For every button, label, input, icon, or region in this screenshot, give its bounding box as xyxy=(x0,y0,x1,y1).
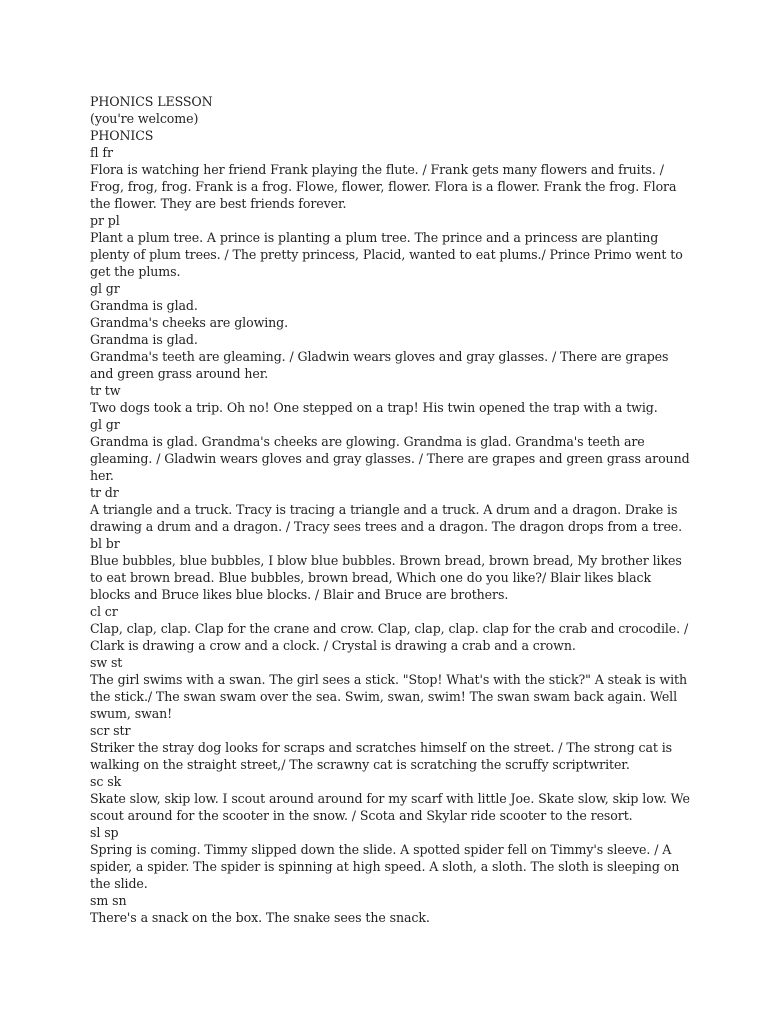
phonics-pair-heading: fl fr xyxy=(90,145,113,160)
phonics-passage: The girl swims with a swan. The girl sees a stick. "Stop! What's with the stick?" A steak is with the stick./ The swan swam over the sea. Swim, swan, swim! The swan swam back again. Well swum, swan! xyxy=(90,672,687,721)
phonics-passage: Two dogs took a trip. Oh no! One stepped on a trap! His twin opened the trap with a twig. xyxy=(90,400,658,415)
phonics-passage: Clap, clap, clap. Clap for the crane and crow. Clap, clap, clap. clap for the crab and crocodile. / Clark is drawing a crow and a clock. / Crystal is drawing a crab and a crown. xyxy=(90,621,689,653)
document-subtitle: (you're welcome) xyxy=(90,111,199,126)
phonics-passage: Grandma's teeth are gleaming. / Gladwin wears gloves and gray glasses. / There are grapes and green grass around her. xyxy=(90,349,669,381)
phonics-pair-heading: gl gr xyxy=(90,281,120,296)
phonics-passage: Blue bubbles, blue bubbles, I blow blue bubbles. Brown bread, brown bread, My brother likes to eat brown bread. Blue bubbles, brown bread, Which one do you like?/ Blair likes black blocks and Bruce likes blue blocks. / Blair and Bruce are brothers. xyxy=(90,553,682,602)
phonics-passage: Plant a plum tree. A prince is planting a plum tree. The prince and a princess are planting plenty of plum trees. / The pretty princess, Placid, wanted to eat plums./ Prince Primo went to get the plums. xyxy=(90,230,683,279)
phonics-passage: Grandma's cheeks are glowing. xyxy=(90,315,289,330)
phonics-pair-heading: scr str xyxy=(90,723,131,738)
phonics-pair-heading: cl cr xyxy=(90,604,118,619)
phonics-pair-heading: sl sp xyxy=(90,825,119,840)
phonics-pair-heading: pr pl xyxy=(90,213,120,228)
phonics-passage: Flora is watching her friend Frank playing the flute. / Frank gets many flowers and fruits. / Frog, frog, frog. Frank is a frog. Flowe, flower, flower. Flora is a flower. Frank the frog. Flora the flower. They are best friends forever. xyxy=(90,162,677,211)
phonics-passage: There's a snack on the box. The snake sees the snack. xyxy=(90,910,430,925)
document-page xyxy=(90,93,690,926)
phonics-passage: Spring is coming. Timmy slipped down the slide. A spotted spider fell on Timmy's sleeve. / A spider, a spider. The spider is spinning at high speed. A sloth, a sloth. The sloth is sleeping on the slide. xyxy=(90,842,680,891)
phonics-pair-heading: sw st xyxy=(90,655,123,670)
document-title: PHONICS LESSON xyxy=(90,94,213,109)
phonics-pair-heading: sm sn xyxy=(90,893,127,908)
phonics-pair-heading: tr dr xyxy=(90,485,119,500)
phonics-passage: Striker the stray dog looks for scraps and scratches himself on the street. / The strong cat is walking on the straight street,/ The scrawny cat is scratching the scruffy scriptwriter. xyxy=(90,740,673,772)
section-heading: PHONICS xyxy=(90,128,154,143)
phonics-passage: Skate slow, skip low. I scout around around for my scarf with little Joe. Skate slow, skip low. We scout around for the scooter in the snow. / Scota and Skylar ride scooter to the resort. xyxy=(90,791,690,823)
phonics-passage: Grandma is glad. Grandma's cheeks are glowing. Grandma is glad. Grandma's teeth are gleaming. / Gladwin wears gloves and gray glasses. / There are grapes and green grass around her. xyxy=(90,434,690,483)
phonics-pair-heading: bl br xyxy=(90,536,120,551)
phonics-pair-heading: tr tw xyxy=(90,383,121,398)
phonics-passage: Grandma is glad. xyxy=(90,298,198,313)
phonics-pair-heading: sc sk xyxy=(90,774,122,789)
phonics-passage: A triangle and a truck. Tracy is tracing a triangle and a truck. A drum and a dragon. Drake is drawing a drum and a dragon. / Tracy sees trees and a dragon. The dragon drops from a tree. xyxy=(90,502,683,534)
phonics-pair-heading: gl gr xyxy=(90,417,120,432)
phonics-passage: Grandma is glad. xyxy=(90,332,198,347)
